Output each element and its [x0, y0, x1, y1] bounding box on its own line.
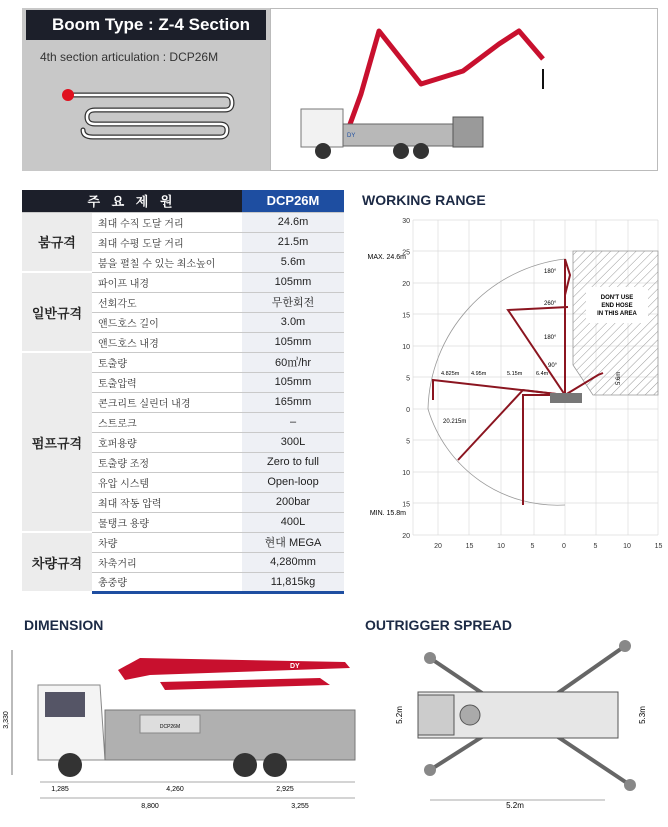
spec-value: 165mm: [242, 392, 344, 412]
segment-label-3: 5.15m: [507, 371, 523, 377]
outrigger-rear-width: 5.3m: [638, 706, 647, 724]
dimension-model-plate: DCP26M: [159, 724, 181, 730]
spec-value: 현대 MEGA: [242, 532, 344, 552]
spec-item: 스트로크: [92, 412, 242, 432]
spec-table: [22, 190, 344, 594]
spec-value: 11,815kg: [242, 572, 344, 592]
dimension-length-5: 3,255: [291, 803, 309, 810]
spec-item: 차량: [92, 532, 242, 552]
boom-type-title: Boom Type : Z-4 Section: [26, 10, 266, 40]
y-tick-label: 15: [402, 312, 410, 320]
spec-item: 콘크리트 실린더 내경: [92, 392, 242, 412]
dimension-height: 3,330: [3, 711, 10, 729]
outrigger-drawing: [390, 640, 658, 810]
spec-value: 400L: [242, 512, 344, 532]
spec-header-label: 주 요 제 원: [22, 190, 242, 212]
y-tick-label: 5: [406, 438, 410, 446]
boom-truck-illustration: [270, 8, 658, 171]
spec-item: 붐을 펼칠 수 있는 최소높이: [92, 252, 242, 272]
spec-value: 무한회전: [242, 292, 344, 312]
outrigger-length: 5.2m: [506, 801, 524, 810]
x-tick-label: 10: [497, 543, 505, 550]
no-hose-area-warning: DON'T USE END HOSE IN THIS AREA: [597, 295, 637, 317]
spec-value: 300L: [242, 432, 344, 452]
spec-item: 선회각도: [92, 292, 242, 312]
reach-label: 20.215m: [443, 419, 467, 425]
segment-label-4: 6.4m: [536, 371, 549, 377]
spec-group-label: 차량규격: [22, 532, 92, 592]
max-height-label: MAX. 24.6m: [367, 254, 406, 261]
spec-row: [22, 272, 344, 292]
spec-value: 3.0m: [242, 312, 344, 332]
spec-value: 200bar: [242, 492, 344, 512]
y-tick-label: 20: [402, 281, 410, 288]
spec-item: 총중량: [92, 572, 242, 592]
y-tick-label: 10: [402, 470, 410, 477]
spec-row: [22, 352, 344, 372]
x-tick-label: 0: [562, 543, 566, 550]
y-tick-label: 25: [402, 249, 410, 257]
spec-value: 105mm: [242, 272, 344, 292]
spec-value: –: [242, 412, 344, 432]
dimension-length-3: 2,925: [276, 786, 294, 793]
x-tick-label: 5: [530, 543, 535, 550]
angle-label-4: 90°: [548, 363, 558, 369]
spec-item: 최대 수평 도달 거리: [92, 232, 242, 252]
spec-value: 105mm: [242, 372, 344, 392]
spec-row: [22, 532, 344, 552]
y-tick-label: 5: [406, 375, 410, 383]
x-tick-label: 5: [593, 543, 598, 550]
boom-articulation-label: 4th section articulation : DCP26M: [40, 50, 219, 64]
x-tick-label: 15: [465, 543, 474, 550]
x-tick-label: 15: [654, 543, 663, 550]
outrigger-front-width: 5.2m: [395, 706, 404, 724]
angle-label-1: 180°: [544, 269, 557, 275]
segment-label-2: 4.95m: [471, 371, 487, 377]
spec-value: 24.6m: [242, 212, 344, 232]
height-label: 5.6m: [616, 371, 622, 385]
spec-value: Zero to full: [242, 452, 344, 472]
spec-item: 최대 수직 도달 거리: [92, 212, 242, 232]
y-tick-label: 20: [402, 533, 410, 540]
y-tick-label: 15: [402, 501, 410, 509]
dimension-drawing: [0, 640, 360, 825]
working-range-chart: [358, 215, 663, 560]
y-tick-label: 10: [402, 344, 410, 351]
spec-item: 차축거리: [92, 552, 242, 572]
spec-item: 호퍼용량: [92, 432, 242, 452]
spec-item: 앤드호스 내경: [92, 332, 242, 352]
x-tick-label: 20: [434, 543, 442, 550]
spec-item: 토출량: [92, 352, 242, 372]
spec-item: 토출량 조정: [92, 452, 242, 472]
spec-value: 21.5m: [242, 232, 344, 252]
min-depth-label: MIN. 15.8m: [369, 510, 406, 517]
dimension-brand: DY: [290, 663, 300, 670]
spec-item: 유압 시스템: [92, 472, 242, 492]
working-range-title: WORKING RANGE: [362, 192, 486, 208]
spec-item: 파이프 내경: [92, 272, 242, 292]
dimension-title: DIMENSION: [24, 617, 104, 633]
spec-item: 최대 작동 압력: [92, 492, 242, 512]
x-tick-label: 10: [623, 543, 631, 550]
dimension-length-1: 1,285: [51, 786, 69, 793]
spec-header-model: DCP26M: [242, 190, 344, 212]
y-tick-label: 0: [406, 407, 410, 414]
spec-value: 60㎥/hr: [242, 352, 344, 372]
spec-value: 5.6m: [242, 252, 344, 272]
spec-item: 토출압력: [92, 372, 242, 392]
dimension-length-4: 8,800: [141, 803, 159, 810]
svg-text:DY: DY: [347, 133, 356, 139]
spec-value: Open-loop: [242, 472, 344, 492]
spec-value: 105mm: [242, 332, 344, 352]
dimension-length-2: 4,260: [166, 786, 184, 793]
spec-item: 물탱크 용량: [92, 512, 242, 532]
y-tick-label: 30: [402, 218, 410, 225]
segment-label-1: 4.825m: [441, 371, 460, 377]
angle-label-3: 180°: [544, 335, 557, 341]
spec-group-label: 일반규격: [22, 272, 92, 352]
spec-group-label: 펌프규격: [22, 352, 92, 532]
spec-row: [22, 212, 344, 232]
outrigger-title: OUTRIGGER SPREAD: [365, 617, 513, 633]
spec-group-label: 붐규격: [22, 212, 92, 272]
spec-value: 4,280mm: [242, 552, 344, 572]
angle-label-2: 260°: [544, 301, 557, 307]
boom-fold-diagram: [55, 85, 235, 140]
spec-item: 앤드호스 길이: [92, 312, 242, 332]
